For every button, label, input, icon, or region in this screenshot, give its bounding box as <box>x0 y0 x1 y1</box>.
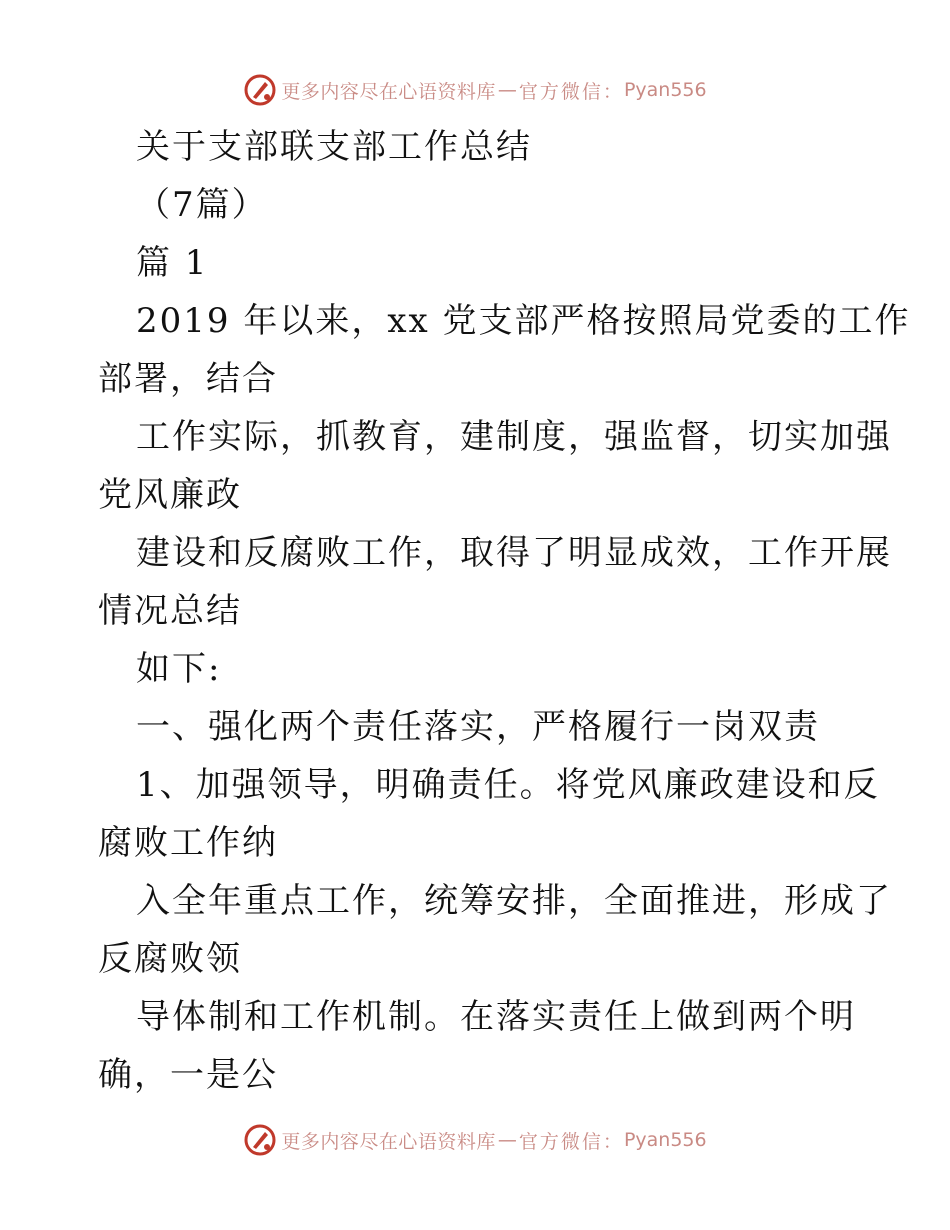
document-line: 2019 年以来，xx 党支部严格按照局党委的工作 <box>136 301 911 341</box>
document-line: 反腐败领 <box>98 939 242 979</box>
document-line: 关于支部联支部工作总结 <box>136 127 532 167</box>
document-line: 确，一是公 <box>98 1055 278 1095</box>
document-line: 如下: <box>136 649 222 689</box>
watermark-site-text: 更多内容尽在心语资料库 <box>281 1130 496 1153</box>
watermark-wechat-id: Pyan556 <box>623 1129 707 1151</box>
watermark-wechat-label: 官方微信： <box>518 1130 624 1153</box>
watermark-wechat-id: Pyan556 <box>623 79 707 101</box>
watermark-dash: — <box>497 79 517 101</box>
watermark-dash: — <box>497 1129 517 1151</box>
watermark-wechat-label: 官方微信： <box>518 80 624 103</box>
document-line: 腐败工作纳 <box>98 823 278 863</box>
quill-circle-logo-icon <box>243 73 277 107</box>
document-line: 工作实际，抓教育，建制度，强监督，切实加强 <box>136 417 892 457</box>
document-line: 部署，结合 <box>98 359 278 399</box>
document-line: 一、强化两个责任落实，严格履行一岗双责 <box>136 707 820 747</box>
quill-circle-logo-icon <box>243 1123 277 1157</box>
watermark-header <box>0 70 950 110</box>
document-line: 情况总结 <box>98 591 242 631</box>
document-line: 党风廉政 <box>98 475 242 515</box>
document-body <box>98 118 911 1104</box>
document-line: （7篇） <box>136 185 268 225</box>
watermark-footer <box>0 1120 950 1160</box>
document-line: 导体制和工作机制。在落实责任上做到两个明 <box>136 997 856 1037</box>
document-line: 入全年重点工作，统筹安排，全面推进，形成了 <box>136 881 892 921</box>
document-line: 1、加强领导，明确责任。将党风廉政建设和反 <box>136 765 880 805</box>
document-line: 建设和反腐败工作，取得了明显成效，工作开展 <box>136 533 892 573</box>
document-line: 篇 1 <box>136 243 209 283</box>
watermark-site-text: 更多内容尽在心语资料库 <box>281 80 496 103</box>
